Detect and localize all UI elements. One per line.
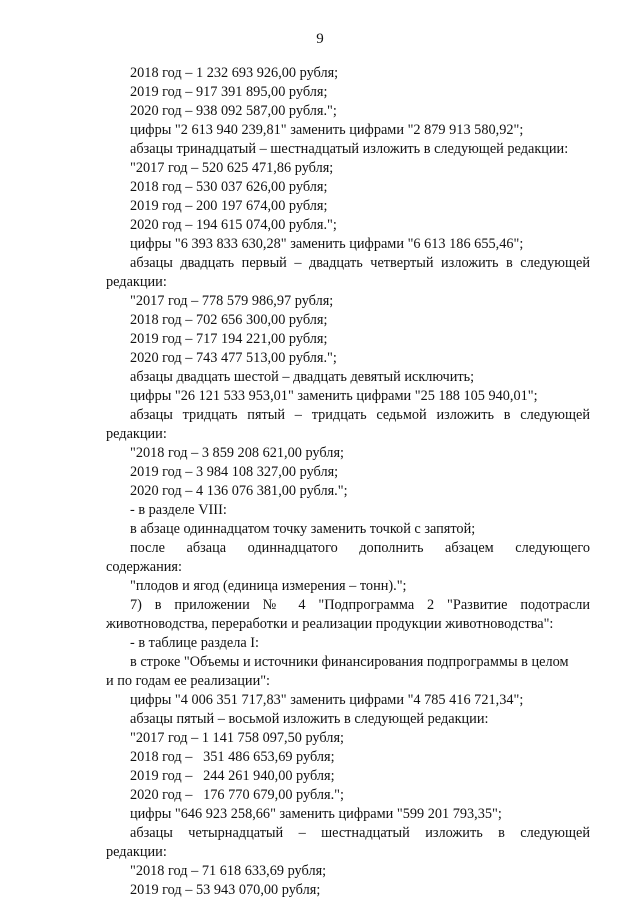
text-line: после абзаца одиннадцатого дополнить абзацем следующего [130, 540, 590, 556]
text-line: 2018 год – 530 037 626,00 рубля; [130, 179, 328, 195]
text-line: 2020 год – 743 477 513,00 рубля."; [130, 350, 337, 366]
text-line: 2018 год – 1 232 693 926,00 рубля; [130, 65, 339, 81]
text-line: 2019 год – 717 194 221,00 рубля; [130, 331, 328, 347]
text-line: 2020 год – 194 615 074,00 рубля."; [130, 217, 337, 233]
text-line: в строке "Объемы и источники финансирования подпрограммы в целом [130, 654, 569, 670]
text-line: 2020 год – 176 770 679,00 рубля."; [130, 787, 344, 803]
text-line: 2019 год – 244 261 940,00 рубля; [130, 768, 335, 784]
text-line: редакции: [106, 426, 167, 442]
text-line: абзацы двадцать первый – двадцать четвертый изложить в следующей [130, 255, 590, 271]
text-line: и по годам ее реализации": [106, 673, 271, 689]
text-line: 2019 год – 3 984 108 327,00 рубля; [130, 464, 339, 480]
text-line: 2018 год – 702 656 300,00 рубля; [130, 312, 328, 328]
text-line: 2020 год – 4 136 076 381,00 рубля."; [130, 483, 348, 499]
text-line: цифры "646 923 258,66" заменить цифрами "599 201 793,35"; [130, 806, 502, 822]
text-line: животноводства, переработки и реализации продукции животноводства": [106, 616, 554, 632]
document-body [106, 64, 590, 900]
text-line: 2018 год – 351 486 653,69 рубля; [130, 749, 335, 765]
text-line: цифры "6 393 833 630,28" заменить цифрами "6 613 186 655,46"; [130, 236, 524, 252]
text-line: абзацы тридцать пятый – тридцать седьмой изложить в следующей [130, 407, 590, 423]
text-line: - в таблице раздела I: [130, 635, 259, 651]
text-line: цифры "26 121 533 953,01" заменить цифрами "25 188 105 940,01"; [130, 388, 538, 404]
text-line: абзацы пятый – восьмой изложить в следующей редакции: [130, 711, 489, 727]
text-line: цифры "4 006 351 717,83" заменить цифрами "4 785 416 721,34"; [130, 692, 524, 708]
text-line: "2018 год – 3 859 208 621,00 рубля; [130, 445, 344, 461]
text-line: 2019 год – 200 197 674,00 рубля; [130, 198, 328, 214]
text-line: - в разделе VIII: [130, 502, 227, 518]
text-line: "2017 год – 1 141 758 097,50 рубля; [130, 730, 344, 746]
text-line: в абзаце одиннадцатом точку заменить точкой с запятой; [130, 521, 476, 537]
text-line: "2017 год – 520 625 471,86 рубля; [130, 160, 334, 176]
text-line: 2019 год – 53 943 070,00 рубля; [130, 882, 321, 898]
text-line: содержания: [106, 559, 182, 575]
text-line: редакции: [106, 844, 167, 860]
text-line: абзацы тринадцатый – шестнадцатый изложить в следующей редакции: [130, 141, 569, 157]
text-line: "2018 год – 71 618 633,69 рубля; [130, 863, 327, 879]
text-line: "плодов и ягод (единица измерения – тонн)."; [130, 578, 407, 594]
text-line: цифры "2 613 940 239,81" заменить цифрами "2 879 913 580,92"; [130, 122, 524, 138]
text-line: 7) в приложении № 4 "Подпрограмма 2 "Развитие подотрасли [130, 597, 590, 613]
text-line: абзацы двадцать шестой – двадцать девятый исключить; [130, 369, 475, 385]
text-line: "2017 год – 778 579 986,97 рубля; [130, 293, 334, 309]
text-line: абзацы четырнадцатый – шестнадцатый изложить в следующей [130, 825, 590, 841]
page-number: 9 [316, 31, 324, 47]
text-line: редакции: [106, 274, 167, 290]
text-line: 2020 год – 938 092 587,00 рубля."; [130, 103, 337, 119]
text-line: 2019 год – 917 391 895,00 рубля; [130, 84, 328, 100]
